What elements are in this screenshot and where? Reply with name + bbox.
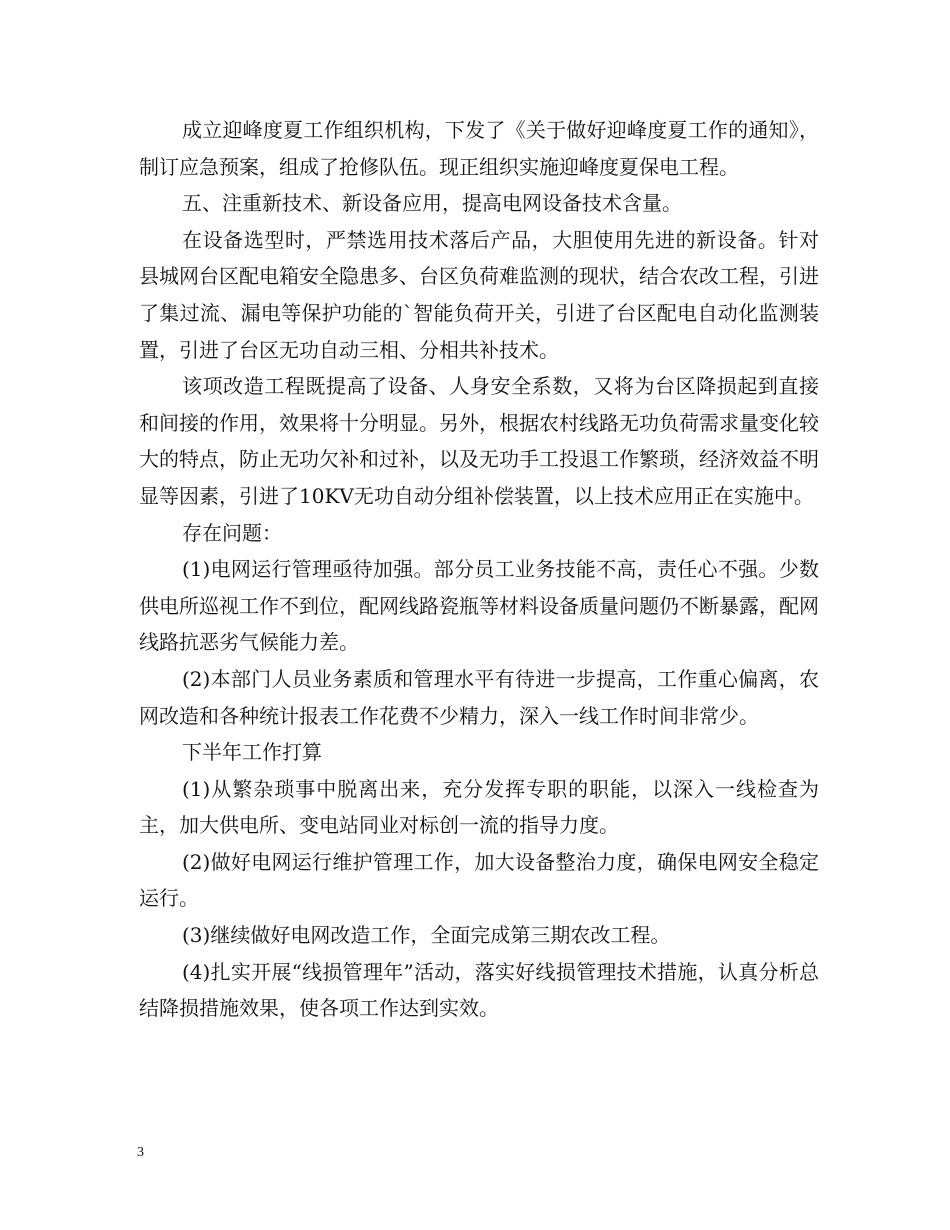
list-item: (4)扎实开展“线损管理年”活动，落实好线损管理技术措施，认真分析总结降损措施效果，使各项工作达到实效。 <box>139 959 819 1021</box>
list-item: (2)做好电网运行维护管理工作，加大设备整治力度，确保电网安全稳定运行。 <box>139 849 819 911</box>
section-heading: 存在问题： <box>182 520 282 545</box>
list-item: (1)从繁杂琐事中脱离出来，充分发挥专职的职能，以深入一线检查为主，加大供电所、变电站同业对标创一流的指导力度。 <box>139 776 819 838</box>
paragraph: 在设备选型时，严禁选用技术落后产品，大胆使用先进的新设备。针对县城网台区配电箱安全隐患多、台区负荷难监测的现状，结合农改工程，引进了集过流、漏电等保护功能的`智能负荷开关，引进了台区配电自动化监测装置，引进了台区无功自动三相、分相共补技术。 <box>139 227 819 362</box>
section-heading: 下半年工作打算 <box>182 740 322 765</box>
list-item: (2)本部门人员业务素质和管理水平有待进一步提高，工作重心偏离，农网改造和各种统计报表工作花费不少精力，深入一线工作时间非常少。 <box>139 666 819 728</box>
page-number: 3 <box>137 1145 144 1160</box>
section-heading: 五、注重新技术、新设备应用，提高电网设备技术含量。 <box>182 191 682 216</box>
list-item: (3)继续做好电网改造工作，全面完成第三期农改工程。 <box>182 923 671 948</box>
paragraph: 成立迎峰度夏工作组织机构，下发了《关于做好迎峰度夏工作的通知》，制订应急预案，组成了抢修队伍。现正组织实施迎峰度夏保电工程。 <box>139 118 819 179</box>
list-item: (1)电网运行管理亟待加强。部分员工业务技能不高，责任心不强。少数供电所巡视工作不到位，配网线路瓷瓶等材料设备质量问题仍不断暴露，配网线路抗恶劣气候能力差。 <box>139 557 819 655</box>
document-body <box>139 112 819 1027</box>
paragraph: 该项改造工程既提高了设备、人身安全系数，又将为台区降损起到直接和间接的作用，效果将十分明显。另外，根据农村线路无功负荷需求量变化较大的特点，防止无功欠补和过补，以及无功手工投退工作繁琐，经济效益不明显等因素，引进了10KV无功自动分组补偿装置，以上技术应用正在实施中。 <box>139 374 819 508</box>
